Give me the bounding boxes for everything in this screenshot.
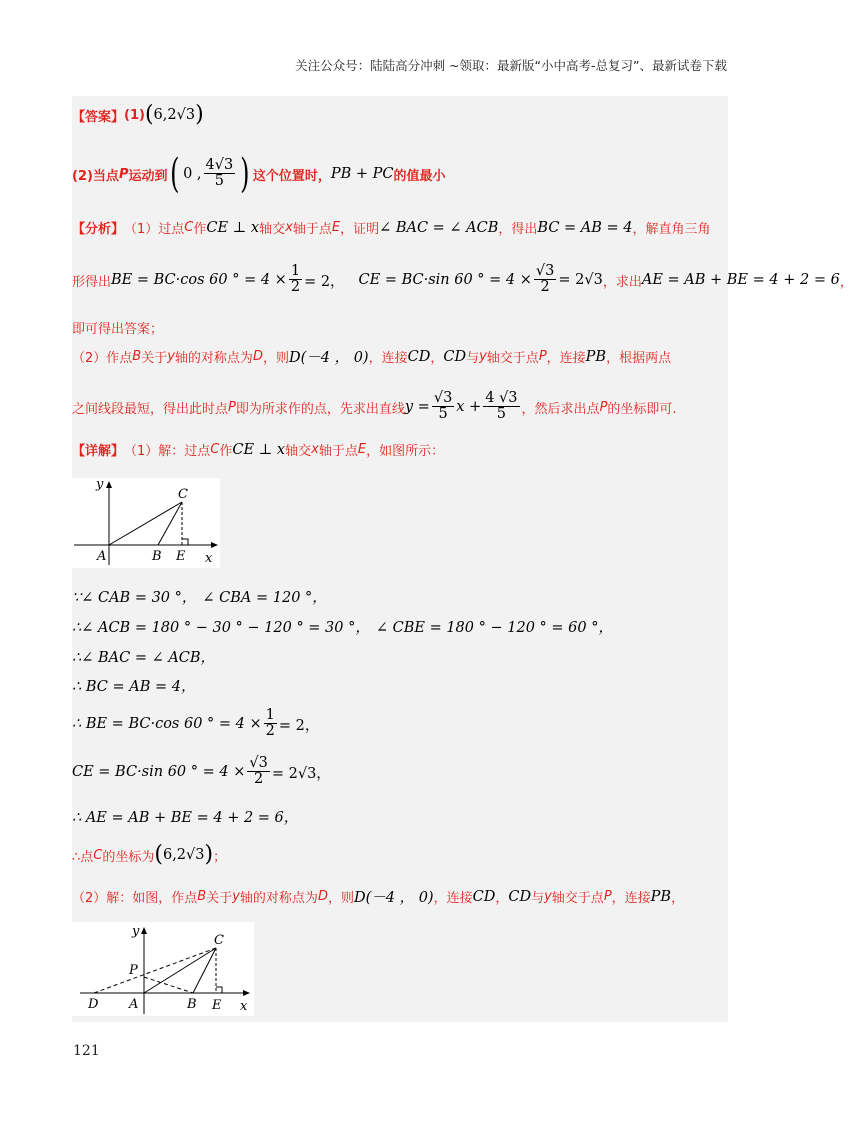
label-x: x (240, 999, 248, 1014)
label-C: C (214, 933, 224, 948)
detail-tag: 【详解】 (72, 444, 125, 459)
label-A: A (129, 997, 139, 1012)
answer-part2: (2)当点 P 运动到 ( 0 , $\frac{4√3}{5}$ ) 这个位置时， PB + PC 的值最小 (72, 151, 446, 197)
figure-1 (72, 478, 220, 568)
header-note: 关注公众号：陆陆高分冲刺 ~领取：最新版“小中高考-总复习”、最新试卷下载 (295, 58, 727, 73)
detail-line-1: 【详解】 （1）解：过点 C 作 CE ⊥ x 轴交 x 轴于点 E ，如图所示： (72, 441, 445, 459)
analysis-line-4: （2）作点 B 关于 y 轴的对称点为 D ，则 D(－4 ， 0) ，连接 CD ， CD 与 y 轴交于点 P ，连接 PB ，根据两点 (72, 348, 672, 366)
proof-line-2: ∴∠ ACB = 180 ° − 30 ° − 120 ° = 30 °， ∠ CBE = 180 ° − 120 ° = 60 °， (72, 620, 613, 636)
analysis-line-3: 即可得出答案； (72, 322, 164, 337)
label-C: C (178, 487, 188, 502)
proof-line-1: ∵∠ CAB = 30 °， ∠ CBA = 120 °， (72, 590, 327, 606)
label-y: y (96, 477, 104, 492)
proof-line-8: ∴点 C 的坐标为 ( 6,2√3 ) ； (72, 842, 227, 867)
proof-line-5: ∴ BE = BC·cos 60 ° = 4 × $\frac{1}{2}$ = 2， (72, 707, 320, 740)
answer-part1-label: (1) (124, 107, 145, 123)
label-B: B (152, 549, 162, 564)
label-A: A (97, 549, 107, 564)
answer-part1: 【答案】 (1) ( 6,2√3 ) (72, 102, 204, 127)
label-D: D (88, 997, 99, 1012)
analysis-line-5: 之间线段最短，得出此时点 P 即为所求作的点，先求出直线 y = $\frac{√3}{5}$ x + $\frac{4 √3}{5}$ ，然后求出点 P 的坐标即可. (72, 390, 677, 423)
analysis-line-1: 【分析】 （1）过点 C 作 CE ⊥ x 轴交 x 轴于点 E ，证明 ∠ BAC = ∠ ACB ，得出 BC = AB = 4 ，解直角三角 (72, 219, 711, 237)
proof-line-6: CE = BC·sin 60 ° = 4 × $\frac{√3}{2}$ = 2√3， (72, 755, 331, 788)
figure-2-bg (72, 922, 254, 1016)
part2-line: （2）解：如图，作点 B 关于 y 轴的对称点为 D ，则 D(－4 ， 0) ，连接 CD ， CD 与 y 轴交于点 P ，连接 PB ， (72, 888, 685, 906)
analysis-line-2: 形得出 BE = BC·cos 60 ° = 4 × $\frac{1}{2}$ = 2， CE = BC·sin 60 ° = 4 × $\frac{√3}{2}$ = 2√3 ，求出 AE = AB + BE = 4 + 2 = 6 ， (72, 263, 853, 296)
label-y: y (132, 924, 140, 939)
content-panel (72, 96, 853, 1022)
label-E: E (176, 549, 186, 564)
label-x: x (205, 551, 213, 566)
proof-line-4: ∴ BC = AB = 4， (72, 679, 196, 695)
answer-tag: 【答案】 (72, 109, 125, 125)
proof-line-7: ∴ AE = AB + BE = 4 + 2 = 6， (72, 810, 299, 826)
figure-2 (72, 922, 254, 1016)
proof-line-3: ∴∠ BAC = ∠ ACB， (72, 650, 216, 666)
label-B: B (187, 997, 197, 1012)
answer-part2-fraction: $\frac{4√3}{5}$ (205, 156, 234, 190)
label-P: P (129, 963, 138, 978)
analysis-tag: 【分析】 (72, 222, 125, 237)
answer-part1-point: 6,2√3 (153, 107, 196, 123)
page-number: 121 (73, 1043, 100, 1059)
label-E: E (212, 998, 222, 1013)
